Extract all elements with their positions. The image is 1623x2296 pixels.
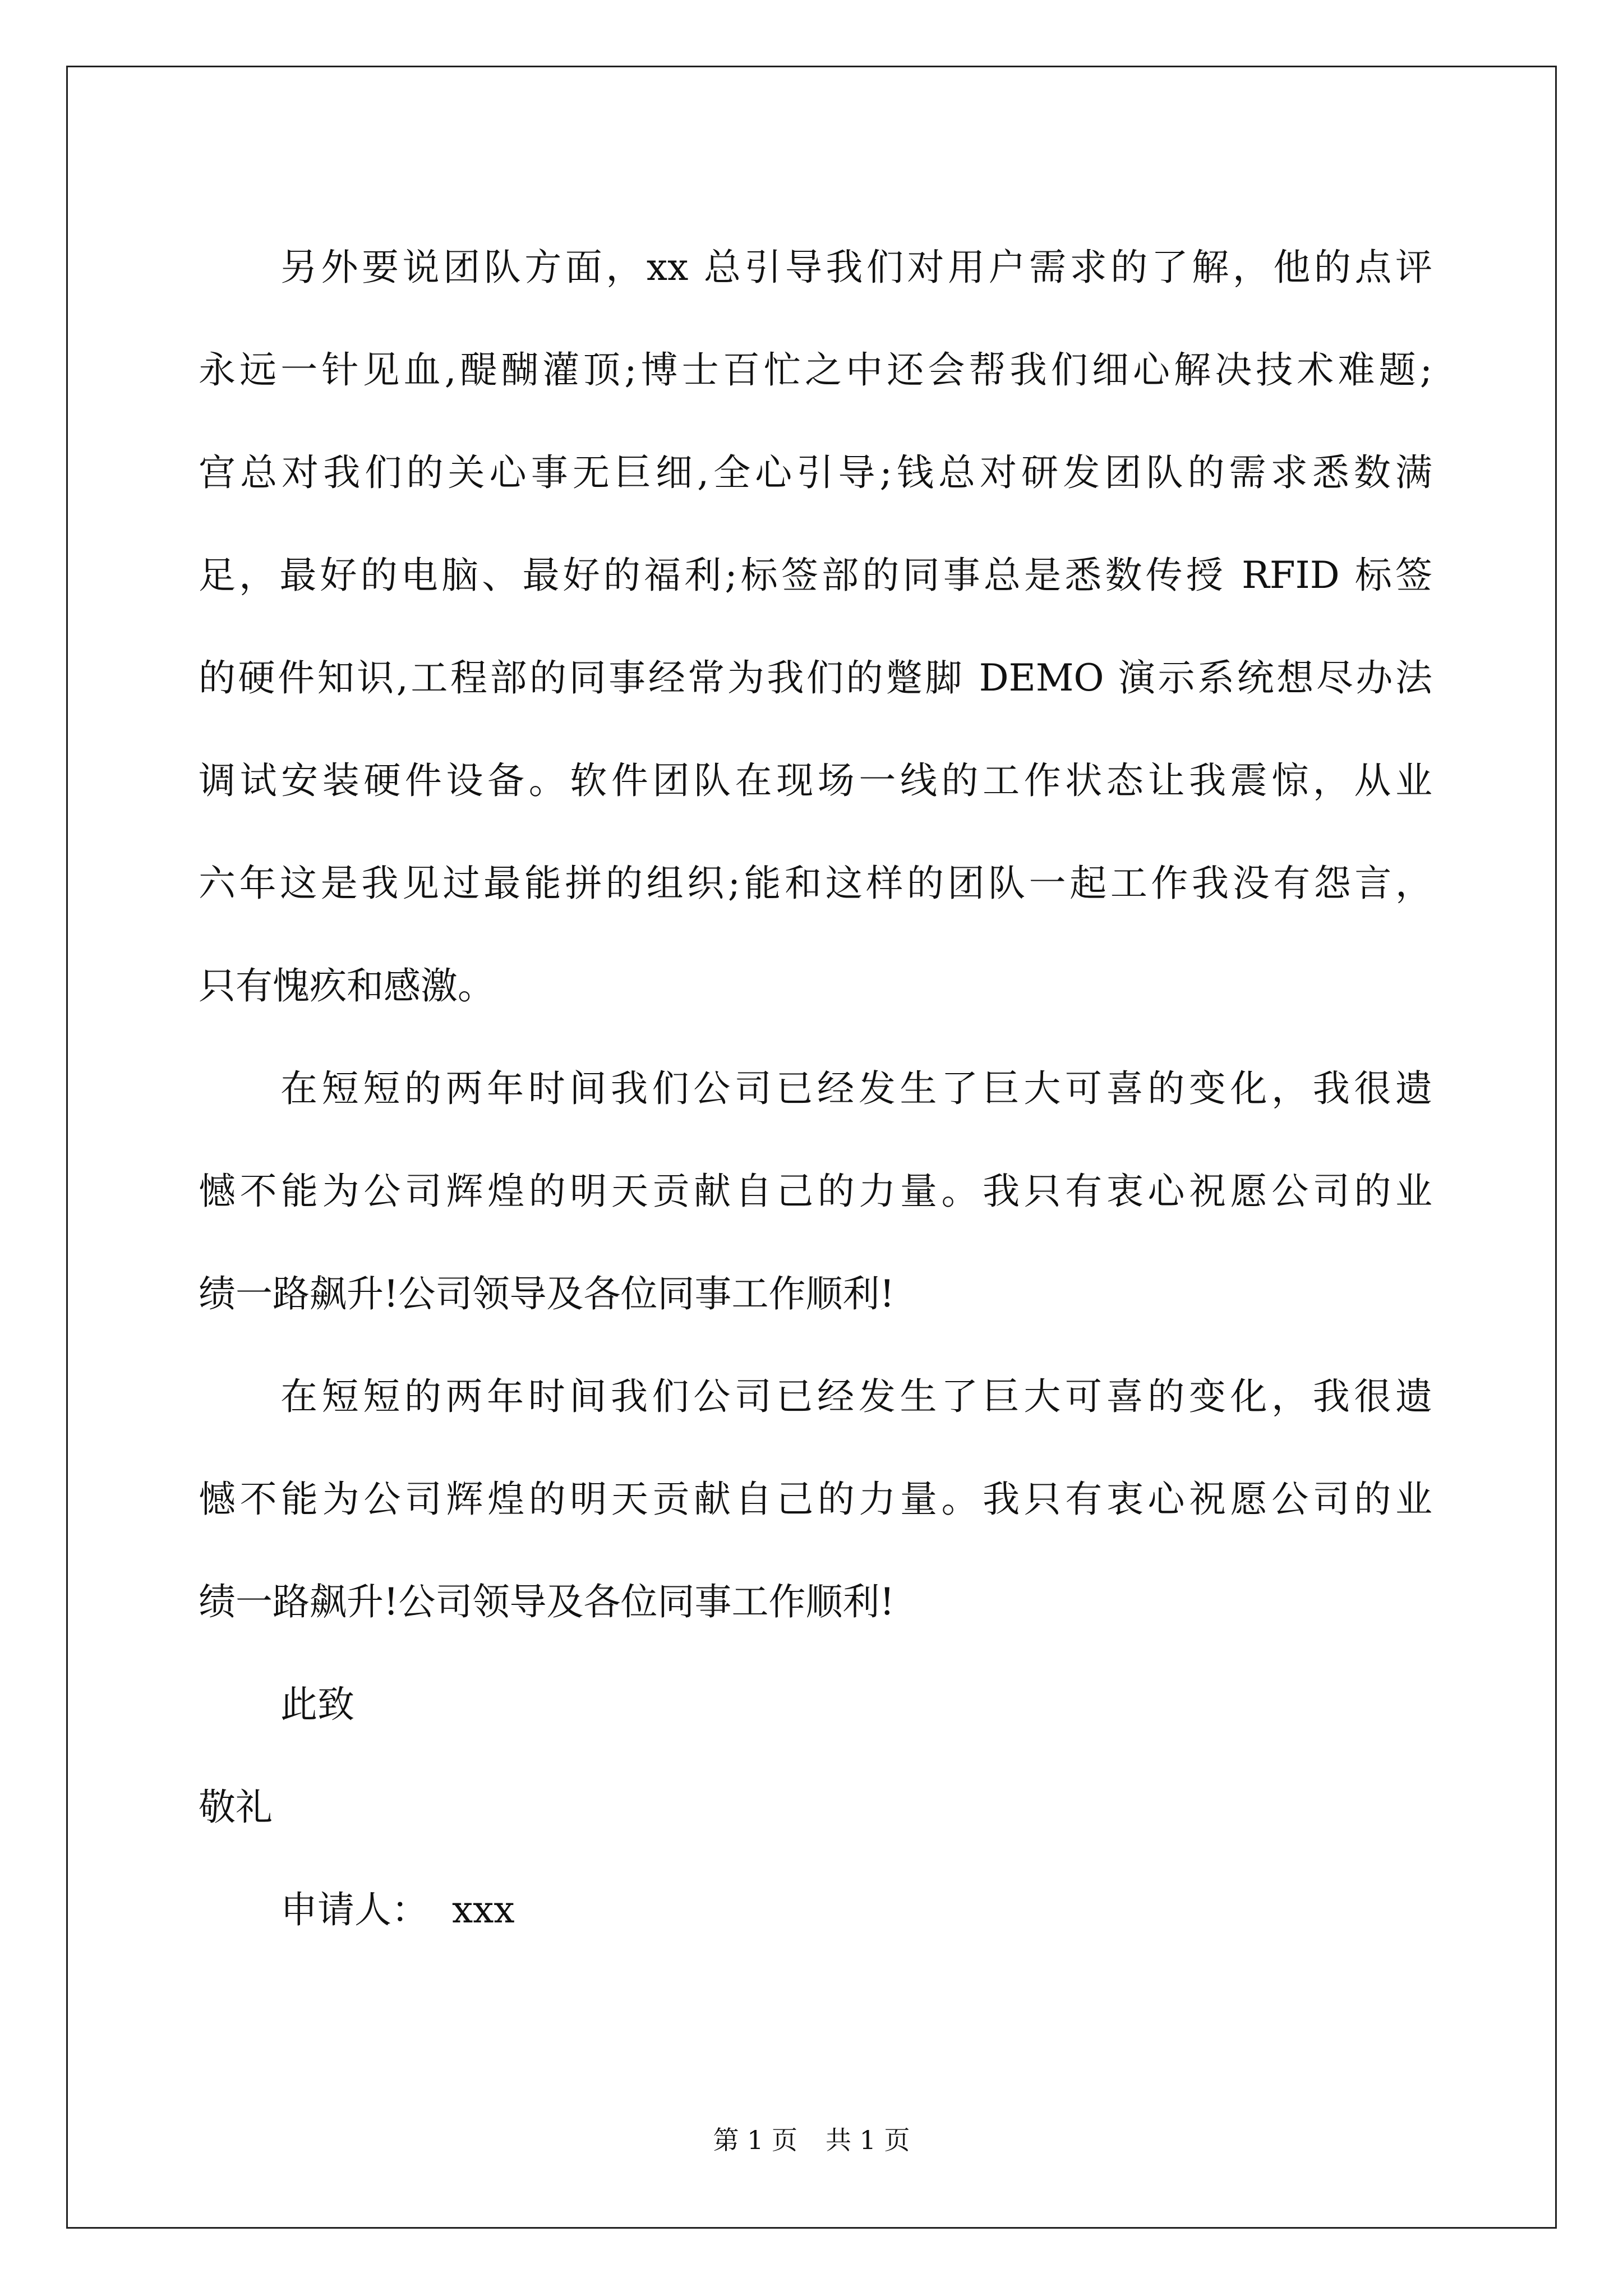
text-line: 只有愧疚和感激。: [199, 964, 495, 1007]
text-line: 的硬件知识,工程部的同事经常为我们的蹩脚 DEMO 演示系统想尽办法: [199, 656, 1432, 700]
text-line: 绩一路飙升!公司领导及各位同事工作顺利!: [199, 1272, 895, 1315]
page-number: 第 1 页: [713, 2125, 797, 2155]
paragraph-wishes-repeat: [199, 1345, 1432, 1653]
text-line: 绩一路飙升!公司领导及各位同事工作顺利!: [199, 1580, 895, 1623]
page-total: 共 1 页: [826, 2125, 910, 2155]
text-line: 在短短的两年时间我们公司已经发生了巨大可喜的变化，我很遗: [280, 1067, 1432, 1110]
text-line: 憾不能为公司辉煌的明天贡献自己的力量。我只有衷心祝愿公司的业: [199, 1170, 1432, 1213]
text-line: 六年这是我见过最能拼的组织;能和这样的团队一起工作我没有怨言，: [199, 862, 1432, 905]
closing-salutation: 此致: [280, 1683, 354, 1726]
text-line: 另外要说团队方面，xx 总引导我们对用户需求的了解，他的点评: [280, 246, 1432, 289]
applicant-signature: 申请人： xxx: [280, 1888, 515, 1931]
paragraph-wishes: [199, 1037, 1432, 1345]
text-line: 憾不能为公司辉煌的明天贡献自己的力量。我只有衷心祝愿公司的业: [199, 1478, 1432, 1521]
text-line: 在短短的两年时间我们公司已经发生了巨大可喜的变化，我很遗: [280, 1375, 1432, 1418]
text-line: 足，最好的电脑、最好的福利;标签部的同事总是悉数传授 RFID 标签: [199, 554, 1432, 597]
text-line: 永远一针见血,醍醐灌顶;博士百忙之中还会帮我们细心解决技术难题;: [199, 348, 1432, 392]
text-line: 宫总对我们的关心事无巨细,全心引导;钱总对研发团队的需求悉数满: [199, 451, 1432, 494]
document-body: [199, 216, 1432, 1961]
text-line: 调试安装硬件设备。软件团队在现场一线的工作状态让我震惊，从业: [199, 759, 1432, 802]
paragraph-team: [199, 216, 1432, 1037]
page-footer: [0, 2123, 1623, 2157]
closing-regards: 敬礼: [199, 1786, 273, 1829]
